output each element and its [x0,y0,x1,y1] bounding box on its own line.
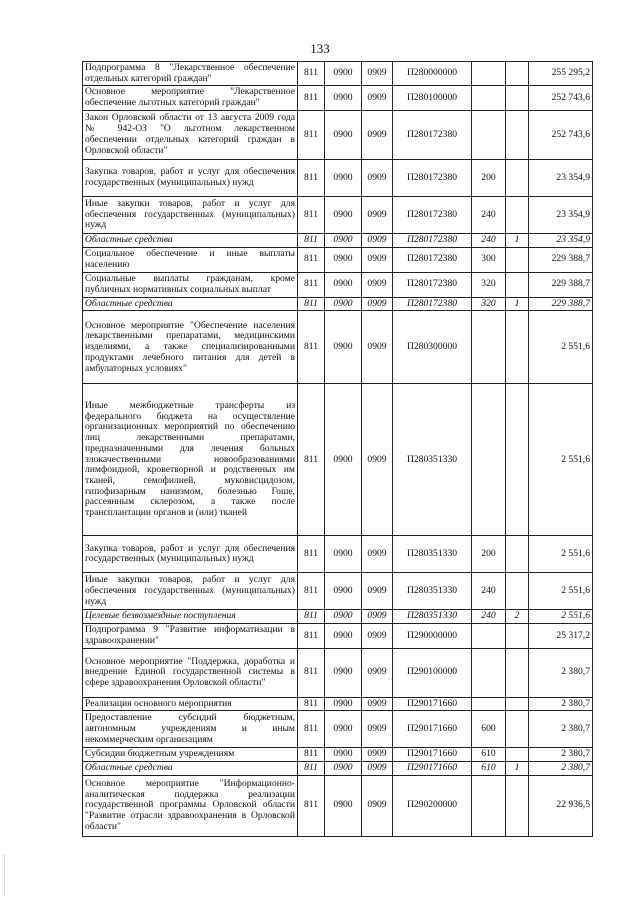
ministry-code-cell: 811 [298,610,325,624]
row-name-cell: Подпрограмма 9 "Развитие информатизации в здравоохранении" [83,624,298,648]
ministry-code-cell: 811 [298,233,325,247]
subsection-code-cell: 0909 [362,110,393,159]
ministry-code-cell: 811 [298,196,325,233]
target-article-cell: П280172380 [393,272,472,297]
row-name-cell: Иные закупки товаров, работ и услуг для обеспечения государственных (муниципальных) нужд [83,573,298,610]
row-name-cell: Предоставление субсидий бюджетным, автономным учреждениям и иным некоммерческим организациям [83,711,298,748]
row-name-cell: Иные межбюджетные трансферты из федерального бюджета на осуществление организационных мероприятий по обеспечению лиц лекарственными препаратами, предназначенными для лечения больных злокачественными новообразованиями лимфоидной, кроветворной и родственных им тканей, гемофилией, муковисцидозом, гипофизарным нанизмом, болезнью Гоше, рассеянным склерозом, а также после трансплантации органов и (или) тканей [83,384,298,536]
table-row [83,610,593,624]
subsection-code-cell: 0909 [362,272,393,297]
section-code-cell: 0900 [325,573,362,610]
subsection-code-cell: 0909 [362,62,393,86]
table-row [83,775,593,836]
row-name-cell: Основное мероприятие "Поддержка, доработка и внедрение Единой государственной системы в сфере здравоохранения Орловской области" [83,648,298,697]
funding-source-cell [506,311,529,384]
row-name-cell: Закупка товаров, работ и услуг для обеспечения государственных (муниципальных) нужд [83,536,298,573]
table-row [83,311,593,384]
expense-type-cell: 240 [472,573,506,610]
target-article-cell: П280172380 [393,196,472,233]
amount-cell: 255 295,2 [529,62,593,86]
table-row [83,86,593,110]
table-row [83,272,593,297]
section-code-cell: 0900 [325,272,362,297]
amount-cell: 2 551,6 [529,536,593,573]
subsection-code-cell: 0909 [362,573,393,610]
expense-type-cell [472,86,506,110]
ministry-code-cell: 811 [298,272,325,297]
ministry-code-cell: 811 [298,697,325,711]
expense-type-cell: 610 [472,748,506,762]
subsection-code-cell: 0909 [362,748,393,762]
ministry-code-cell: 811 [298,748,325,762]
ministry-code-cell: 811 [298,775,325,836]
expense-type-cell [472,384,506,536]
funding-source-cell: 1 [506,297,529,311]
section-code-cell: 0900 [325,748,362,762]
amount-cell: 2 380,7 [529,697,593,711]
funding-source-cell [506,86,529,110]
expense-type-cell: 600 [472,711,506,748]
table-row [83,748,593,762]
section-code-cell: 0900 [325,711,362,748]
amount-cell: 252 743,6 [529,110,593,159]
funding-source-cell: 1 [506,233,529,247]
section-code-cell: 0900 [325,86,362,110]
funding-source-cell [506,110,529,159]
subsection-code-cell: 0909 [362,775,393,836]
funding-source-cell [506,159,529,196]
subsection-code-cell: 0909 [362,536,393,573]
target-article-cell: П280172380 [393,110,472,159]
subsection-code-cell: 0909 [362,384,393,536]
ministry-code-cell: 811 [298,297,325,311]
amount-cell: 2 380,7 [529,748,593,762]
target-article-cell: П290171660 [393,748,472,762]
table-row [83,297,593,311]
ministry-code-cell: 811 [298,762,325,776]
table-row [83,573,593,610]
table-row [83,536,593,573]
target-article-cell: П290000000 [393,624,472,648]
subsection-code-cell: 0909 [362,711,393,748]
ministry-code-cell: 811 [298,86,325,110]
target-article-cell: П280172380 [393,297,472,311]
section-code-cell: 0900 [325,311,362,384]
expense-type-cell: 320 [472,297,506,311]
amount-cell: 229 388,7 [529,297,593,311]
expense-type-cell [472,648,506,697]
section-code-cell: 0900 [325,159,362,196]
row-name-cell: Подпрограмма 8 "Лекарственное обеспечение отдельных категорий граждан" [83,62,298,86]
amount-cell: 229 388,7 [529,247,593,272]
subsection-code-cell: 0909 [362,648,393,697]
expense-type-cell [472,697,506,711]
subsection-code-cell: 0909 [362,311,393,384]
table-row [83,762,593,776]
ministry-code-cell: 811 [298,624,325,648]
funding-source-cell: 1 [506,762,529,776]
section-code-cell: 0900 [325,196,362,233]
expense-type-cell [472,775,506,836]
target-article-cell: П280351330 [393,573,472,610]
row-name-cell: Целевые безвозмездные поступления [83,610,298,624]
amount-cell: 229 388,7 [529,272,593,297]
funding-source-cell [506,573,529,610]
section-code-cell: 0900 [325,247,362,272]
section-code-cell: 0900 [325,297,362,311]
target-article-cell: П290200000 [393,775,472,836]
funding-source-cell [506,62,529,86]
budget-table [82,61,593,837]
subsection-code-cell: 0909 [362,297,393,311]
table-row [83,697,593,711]
expense-type-cell [472,62,506,86]
ministry-code-cell: 811 [298,648,325,697]
section-code-cell: 0900 [325,762,362,776]
budget-table-body [83,62,593,837]
section-code-cell: 0900 [325,648,362,697]
table-row [83,196,593,233]
funding-source-cell [506,624,529,648]
expense-type-cell [472,311,506,384]
amount-cell: 2 380,7 [529,648,593,697]
table-row [83,711,593,748]
row-name-cell: Закупка товаров, работ и услуг для обеспечения государственных (муниципальных) нужд [83,159,298,196]
row-name-cell: Иные закупки товаров, работ и услуг для обеспечения государственных (муниципальных) нужд [83,196,298,233]
target-article-cell: П290171660 [393,697,472,711]
page-number: 133 [310,41,330,56]
target-article-cell: П280172380 [393,247,472,272]
row-name-cell: Реализация основного мероприятия [83,697,298,711]
subsection-code-cell: 0909 [362,762,393,776]
expense-type-cell: 610 [472,762,506,776]
amount-cell: 2 551,6 [529,573,593,610]
section-code-cell: 0900 [325,697,362,711]
funding-source-cell [506,536,529,573]
target-article-cell: П280172380 [393,159,472,196]
ministry-code-cell: 811 [298,247,325,272]
subsection-code-cell: 0909 [362,624,393,648]
ministry-code-cell: 811 [298,536,325,573]
subsection-code-cell: 0909 [362,697,393,711]
expense-type-cell [472,110,506,159]
funding-source-cell: 2 [506,610,529,624]
target-article-cell: П280351330 [393,610,472,624]
table-row [83,233,593,247]
target-article-cell: П280000000 [393,62,472,86]
funding-source-cell [506,272,529,297]
section-code-cell: 0900 [325,233,362,247]
funding-source-cell [506,775,529,836]
table-row [83,159,593,196]
funding-source-cell [506,247,529,272]
section-code-cell: 0900 [325,62,362,86]
subsection-code-cell: 0909 [362,86,393,110]
row-name-cell: Социальные выплаты гражданам, кроме публичных нормативных социальных выплат [83,272,298,297]
subsection-code-cell: 0909 [362,196,393,233]
ministry-code-cell: 811 [298,711,325,748]
table-row [83,62,593,86]
row-name-cell: Областные средства [83,762,298,776]
ministry-code-cell: 811 [298,311,325,384]
target-article-cell: П280351330 [393,384,472,536]
ministry-code-cell: 811 [298,573,325,610]
ministry-code-cell: 811 [298,384,325,536]
row-name-cell: Основное мероприятие "Обеспечение населения лекарственными препаратами, медицинскими изделиями, а также специализированными продуктами лечебного питания для детей в амбулаторных условиях" [83,311,298,384]
target-article-cell: П280351330 [393,536,472,573]
section-code-cell: 0900 [325,110,362,159]
target-article-cell: П290171660 [393,762,472,776]
table-row [83,110,593,159]
amount-cell: 23 354,9 [529,196,593,233]
funding-source-cell [506,748,529,762]
row-name-cell: Областные средства [83,297,298,311]
row-name-cell: Субсидии бюджетным учреждениям [83,748,298,762]
expense-type-cell: 200 [472,159,506,196]
ministry-code-cell: 811 [298,159,325,196]
amount-cell: 252 743,6 [529,86,593,110]
scan-margin-mark [4,855,11,895]
expense-type-cell: 240 [472,196,506,233]
section-code-cell: 0900 [325,536,362,573]
section-code-cell: 0900 [325,610,362,624]
subsection-code-cell: 0909 [362,247,393,272]
row-name-cell: Основное мероприятие "Информационно-аналитическая поддержка реализации государственной программы Орловской области "Развитие отрасли здравоохранения в Орловской области" [83,775,298,836]
table-row [83,624,593,648]
funding-source-cell [506,697,529,711]
expense-type-cell: 300 [472,247,506,272]
target-article-cell: П280172380 [393,233,472,247]
amount-cell: 2 551,6 [529,311,593,384]
section-code-cell: 0900 [325,624,362,648]
expense-type-cell: 200 [472,536,506,573]
section-code-cell: 0900 [325,775,362,836]
amount-cell: 2 380,7 [529,762,593,776]
expense-type-cell: 320 [472,272,506,297]
section-code-cell: 0900 [325,384,362,536]
target-article-cell: П290171660 [393,711,472,748]
amount-cell: 25 317,2 [529,624,593,648]
amount-cell: 22 936,5 [529,775,593,836]
funding-source-cell [506,711,529,748]
table-row [83,648,593,697]
subsection-code-cell: 0909 [362,159,393,196]
ministry-code-cell: 811 [298,62,325,86]
ministry-code-cell: 811 [298,110,325,159]
expense-type-cell: 240 [472,233,506,247]
amount-cell: 23 354,9 [529,233,593,247]
funding-source-cell [506,196,529,233]
amount-cell: 23 354,9 [529,159,593,196]
row-name-cell: Закон Орловской области от 13 августа 2009 года № 942-ОЗ "О льготном лекарственном обеспечении отдельных категорий граждан в Орловской области" [83,110,298,159]
funding-source-cell [506,384,529,536]
table-row [83,247,593,272]
subsection-code-cell: 0909 [362,610,393,624]
row-name-cell: Социальное обеспечение и иные выплаты населению [83,247,298,272]
target-article-cell: П290100000 [393,648,472,697]
subsection-code-cell: 0909 [362,233,393,247]
funding-source-cell [506,648,529,697]
amount-cell: 2 380,7 [529,711,593,748]
row-name-cell: Основное мероприятие "Лекарственное обеспечение льготных категорий граждан" [83,86,298,110]
expense-type-cell: 240 [472,610,506,624]
target-article-cell: П280300000 [393,311,472,384]
row-name-cell: Областные средства [83,233,298,247]
table-row [83,384,593,536]
target-article-cell: П280100000 [393,86,472,110]
amount-cell: 2 551,6 [529,610,593,624]
expense-type-cell [472,624,506,648]
amount-cell: 2 551,6 [529,384,593,536]
